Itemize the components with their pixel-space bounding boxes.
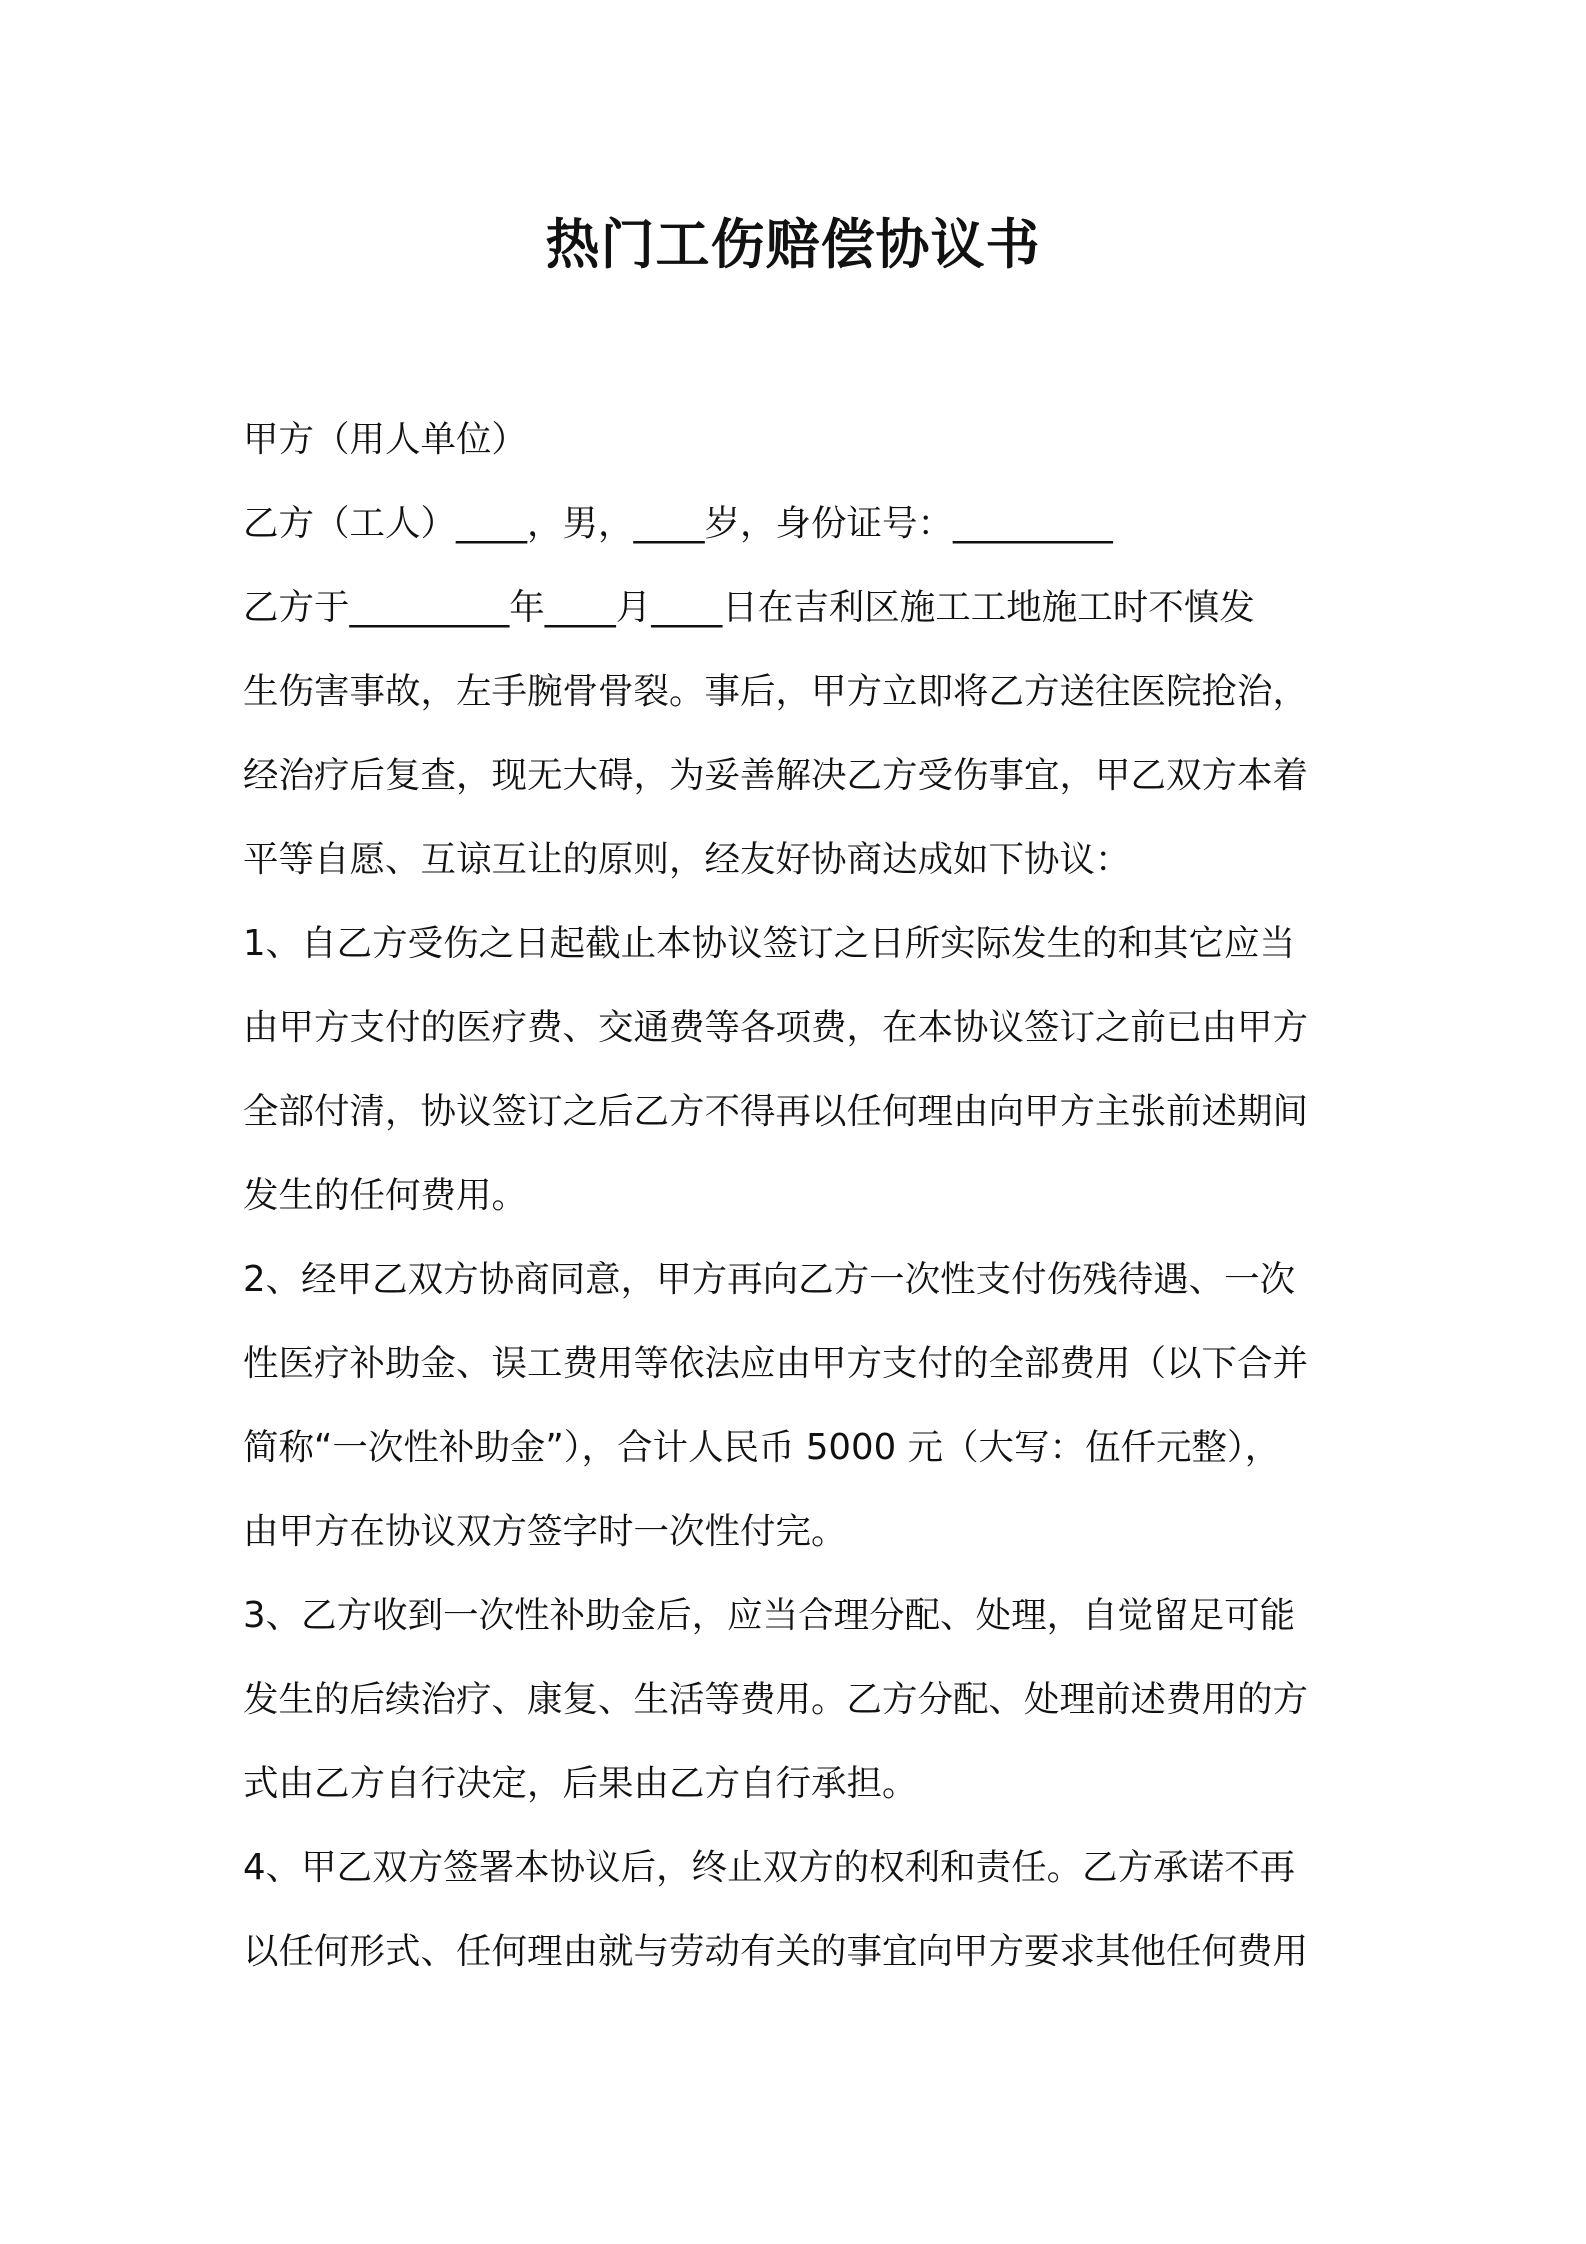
text-line: 由甲方支付的医疗费、交通费等各项费，在本协议签订之前已由甲方: [243, 1007, 1309, 1048]
text-line: 式由乙方自行决定，后果由乙方自行承担。: [243, 1763, 918, 1804]
clause-2-line: 2、经甲乙双方协商同意，甲方再向乙方一次性支付伤残待遇、一次: [243, 1259, 1296, 1300]
text-line: 经治疗后复查，现无大碍，为妥善解决乙方受伤事宜，甲乙双方本着: [243, 755, 1309, 796]
text-line: 以任何形式、任何理由就与劳动有关的事宜向甲方要求其他任何费用: [243, 1931, 1309, 1972]
text-line: 平等自愿、互谅互让的原则，经友好协商达成如下协议：: [243, 839, 1131, 880]
clause-1-line: 1、自乙方受伤之日起截止本协议签订之日所实际发生的和其它应当: [243, 923, 1296, 964]
party-b-line: 乙方（工人）____，男，____岁，身份证号：_________: [243, 503, 1113, 544]
document-body: [243, 398, 1353, 1994]
text-line: 生伤害事故，左手腕骨骨裂。事后，甲方立即将乙方送往医院抢治，: [243, 671, 1309, 712]
clause-4-line: 4、甲乙双方签署本协议后，终止双方的权利和责任。乙方承诺不再: [243, 1847, 1296, 1888]
document-title: 热门工伤赔偿协议书: [545, 213, 1041, 276]
text-line: 发生的任何费用。: [243, 1175, 528, 1216]
text-line: 由甲方在协议双方签字时一次性付完。: [243, 1511, 847, 1552]
text-line: 性医疗补助金、误工费用等依法应由甲方支付的全部费用（以下合并: [243, 1343, 1309, 1384]
clause-3-line: 3、乙方收到一次性补助金后，应当合理分配、处理，自觉留足可能: [243, 1595, 1296, 1636]
text-line: 全部付清，协议签订之后乙方不得再以任何理由向甲方主张前述期间: [243, 1091, 1309, 1132]
party-a-line: 甲方（用人单位）: [243, 419, 528, 460]
text-line: 简称“一次性补助金”），合计人民币 5000 元（大写：伍仟元整），: [243, 1427, 1281, 1468]
text-line: 发生的后续治疗、康复、生活等费用。乙方分配、处理前述费用的方: [243, 1679, 1309, 1720]
text-line: 乙方于_________年____月____日在吉利区施工工地施工时不慎发: [243, 587, 1255, 628]
